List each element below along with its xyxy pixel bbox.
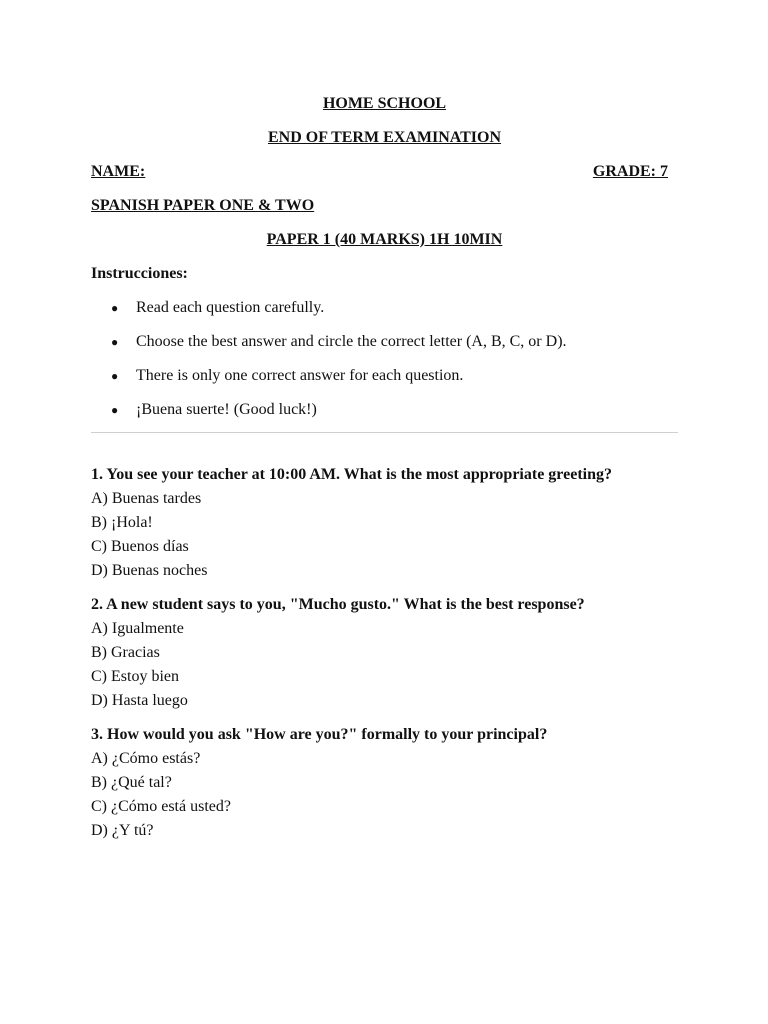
bullet-icon: ● — [111, 301, 119, 315]
paper-title: PAPER 1 (40 MARKS) 1H 10MIN — [266, 231, 503, 248]
option-d: D) Hasta luego — [91, 692, 188, 709]
option-a: A) Igualmente — [91, 620, 184, 637]
name-grade-line — [91, 160, 668, 194]
option-c: C) ¿Cómo está usted? — [91, 798, 231, 815]
question-2 — [91, 593, 678, 713]
instruction-item: ● There is only one correct answer for each question. — [91, 364, 678, 398]
name-label: NAME: — [91, 163, 146, 180]
option-d: D) ¿Y tú? — [91, 822, 154, 839]
exam-title: END OF TERM EXAMINATION — [267, 129, 502, 146]
question-text: 3. How would you ask "How are you?" formally to your principal? — [91, 726, 548, 743]
question-1 — [91, 463, 678, 583]
instructions-heading: Instrucciones: — [91, 265, 188, 282]
option-c: C) Estoy bien — [91, 668, 179, 685]
option-d: D) Buenas noches — [91, 562, 208, 579]
instruction-item: ● Choose the best answer and circle the correct letter (A, B, C, or D). — [91, 330, 678, 364]
question-text: 2. A new student says to you, "Mucho gusto." What is the best response? — [91, 596, 585, 613]
questions-section — [91, 463, 678, 843]
option-b: B) Gracias — [91, 644, 160, 661]
bullet-icon: ● — [111, 335, 119, 349]
bullet-icon: ● — [111, 403, 119, 417]
option-b: B) ¡Hola! — [91, 514, 153, 531]
option-b: B) ¿Qué tal? — [91, 774, 172, 791]
option-a: A) Buenas tardes — [91, 490, 202, 507]
exam-page — [91, 92, 678, 853]
question-text: 1. You see your teacher at 10:00 AM. What is the most appropriate greeting? — [91, 466, 612, 483]
instruction-item: ● ¡Buena suerte! (Good luck!) — [91, 398, 678, 432]
grade-label: GRADE: 7 — [592, 163, 668, 180]
school-title: HOME SCHOOL — [322, 95, 447, 112]
subject-title: SPANISH PAPER ONE & TWO — [91, 197, 315, 214]
question-3 — [91, 723, 678, 843]
instruction-item: ● Read each question carefully. — [91, 296, 678, 330]
option-a: A) ¿Cómo estás? — [91, 750, 201, 767]
section-divider — [91, 432, 678, 433]
bullet-icon: ● — [111, 369, 119, 383]
option-c: C) Buenos días — [91, 538, 189, 555]
instructions-list — [91, 296, 678, 432]
